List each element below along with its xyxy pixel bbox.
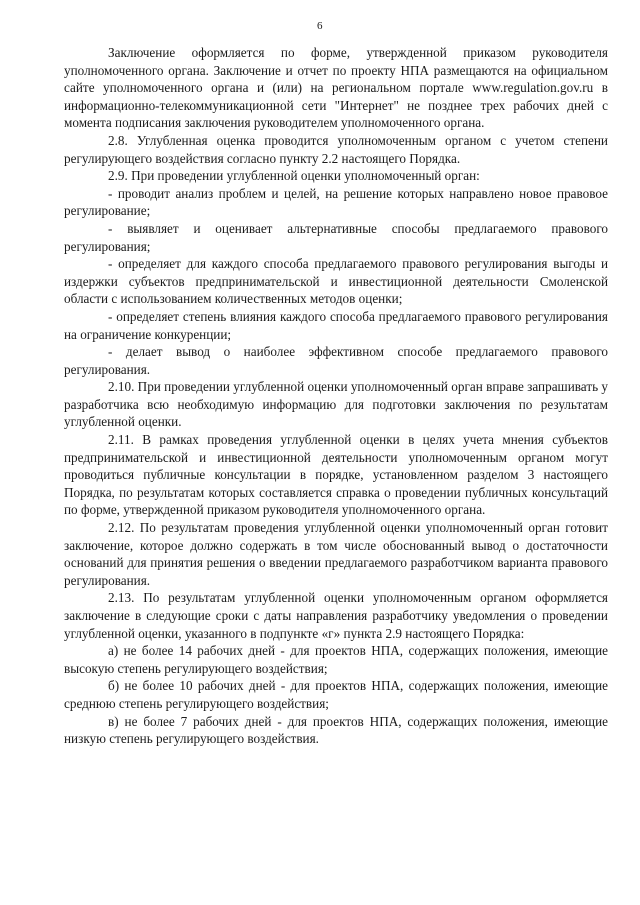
paragraph-2-11: 2.11. В рамках проведения углубленной оценки в целях учета мнения субъектов предпринимательской и инвестиционной деятельности уполномоченным органом могут проводиться публичные консультации в порядке, установленном разделом 3 настоящего Порядка, по результатам которых составляется справка о проведении публичных консультаций по форме, утвержденной приказом руководителя уполномоченного органа. (64, 432, 608, 518)
paragraph-conclusion-form: Заключение оформляется по форме, утвержденной приказом руководителя уполномоченного органа. Заключение и отчет по проекту НПА размещаются на официальном сайте уполномоченного органа и (или) на региональном портале www.regulation.gov.ru в информационно-телекоммуникационной сети "Интернет" не позднее трех рабочих дней с момента подписания заключения руководителем уполномоченного органа. (64, 45, 608, 131)
paragraph-2-8: 2.8. Углубленная оценка проводится уполномоченным органом с учетом степени регулирующего воздействия согласно пункту 2.2 настоящего Порядка. (64, 132, 608, 166)
list-item: - определяет для каждого способа предлагаемого правового регулирования выгоды и издержки субъектов предпринимательской и инвестиционной деятельности Смоленской области с использованием количественных методов оценки; (64, 256, 608, 307)
document-body (64, 44, 608, 748)
list-item: - делает вывод о наиболее эффективном способе предлагаемого правового регулирования. (64, 344, 608, 377)
list-item: - определяет степень влияния каждого способа предлагаемого правового регулирования на ограничение конкуренции; (64, 308, 608, 342)
paragraph-2-10: 2.10. При проведении углубленной оценки уполномоченный орган вправе запрашивать у разработчика всю необходимую информацию для подготовки заключения по результатам углубленной оценки. (64, 379, 608, 430)
paragraph-2-12: 2.12. По результатам проведения углубленной оценки уполномоченный орган готовит заключение, которое должно содержать в том числе обоснованный вывод о достаточности оснований для принятия решения о введении предлагаемого разработчиком варианта правового регулирования. (64, 520, 608, 588)
page-number: 6 (317, 20, 323, 32)
list-item: - выявляет и оценивает альтернативные способы предлагаемого правового регулирования; (64, 220, 608, 254)
paragraph-2-13: 2.13. По результатам углубленной оценки уполномоченным органом оформляется заключение в следующие сроки с даты направления разработчику уведомления о проведении углубленной оценки, указанного в подпункте «г» пункта 2.9 настоящего Порядка: (64, 590, 608, 641)
list-item: б) не более 10 рабочих дней - для проектов НПА, содержащих положения, имеющие среднюю степень регулирующего воздействия; (64, 678, 608, 711)
list-item: в) не более 7 рабочих дней - для проектов НПА, содержащих положения, имеющие низкую степень регулирующего воздействия. (64, 713, 608, 747)
list-item: - проводит анализ проблем и целей, на решение которых направлено новое правовое регулирование; (64, 185, 608, 219)
list-item: а) не более 14 рабочих дней - для проектов НПА, содержащих положения, имеющие высокую степень регулирующего воздействия; (64, 643, 608, 676)
paragraph-2-9: 2.9. При проведении углубленной оценки уполномоченный орган: (108, 168, 480, 184)
